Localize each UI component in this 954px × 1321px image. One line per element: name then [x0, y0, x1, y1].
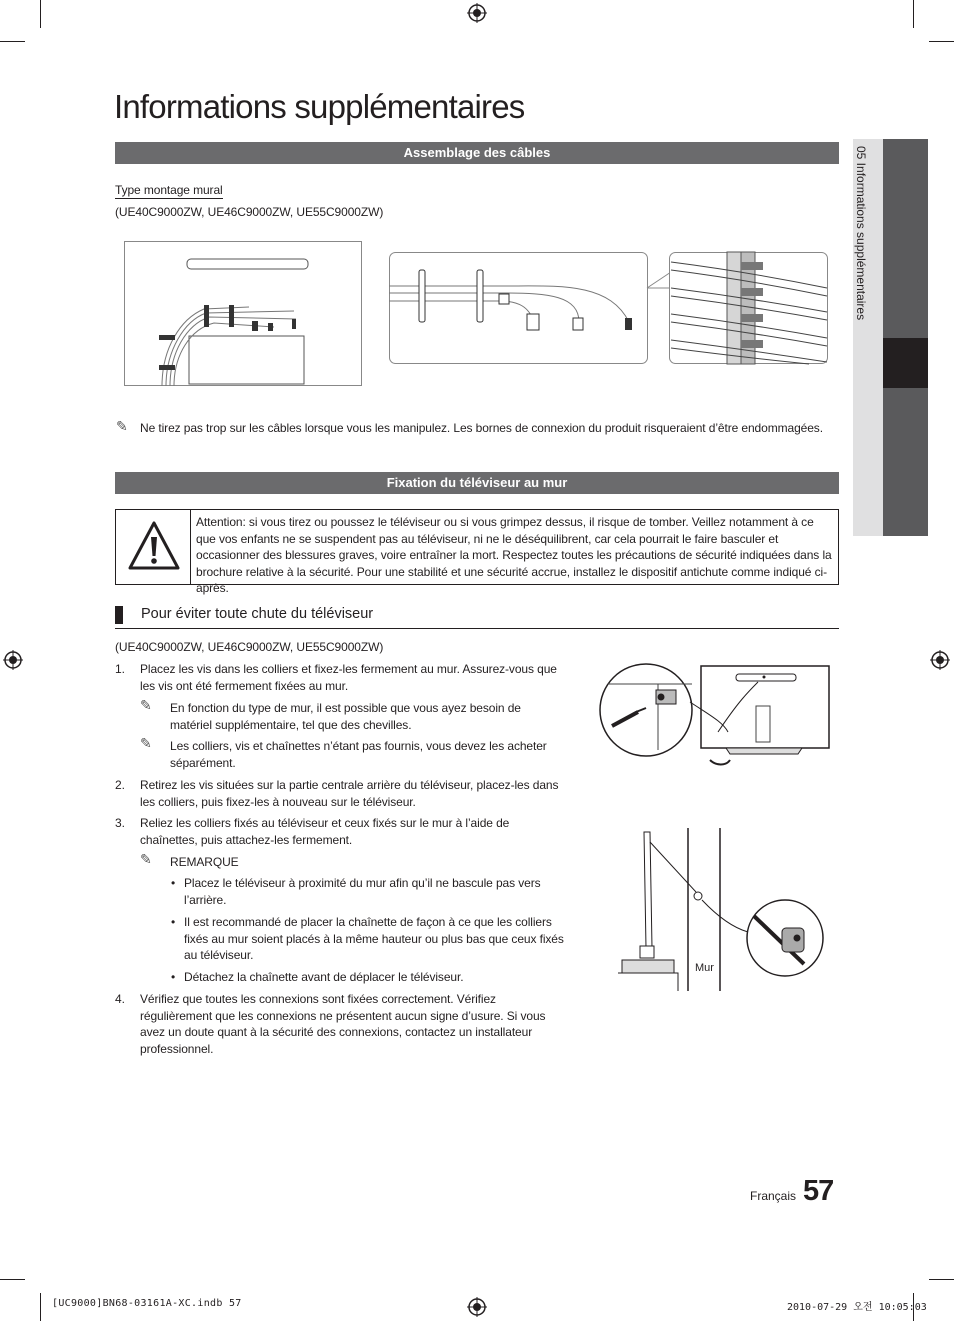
crop-mark — [0, 1279, 25, 1280]
step-text: Reliez les colliers fixés au téléviseur et ceux fixés sur le mur à l’aide de chaînettes, puis attachez-les fermement. — [140, 816, 510, 847]
footer-language: Français — [750, 1189, 797, 1203]
registration-mark-icon — [930, 650, 950, 670]
crop-mark — [40, 0, 41, 28]
crop-mark — [929, 1279, 954, 1280]
crop-mark — [913, 0, 914, 28]
step-number: 3. — [115, 816, 125, 830]
tv-back-cables-illustration — [124, 241, 362, 387]
wall-model-list: (UE40C9000ZW, UE46C9000ZW, UE55C9000ZW) — [115, 640, 384, 654]
section-bar-cables: Assemblage des câbles — [115, 142, 839, 164]
warning-text — [196, 514, 832, 597]
step-text: Vérifiez que toutes les connexions sont fixées correctement. Vérifiez régulièrement que les connexions ne présentent aucun signe d’usure. Si vous avez un doute quant à la sécurité des connexions, contactez un installateur professionnel. — [140, 992, 546, 1056]
bullet-icon: • — [171, 970, 176, 984]
sub-heading — [115, 604, 839, 629]
sub-heading-marker — [115, 606, 123, 624]
registration-mark-icon — [467, 3, 487, 23]
model-list: (UE40C9000ZW, UE46C9000ZW, UE55C9000ZW) — [115, 205, 384, 219]
cable-clip-zoom-illustration — [669, 252, 829, 365]
step-note: Les colliers, vis et chaînettes n’étant pas fournis, vous devez les acheter séparément. — [170, 739, 547, 770]
cables-note: Ne tirez pas trop sur les câbles lorsque vous les manipulez. Les bornes de connexion du produit risqueraient d’être endommagées. — [140, 421, 823, 435]
registration-mark-icon — [467, 1297, 487, 1317]
note-pencil-icon: ✎ — [140, 851, 152, 867]
sub-heading-text: Pour éviter toute chute du téléviseur — [141, 606, 374, 622]
remark-item: Placez le téléviseur à proximité du mur afin qu’il ne bascule pas vers l’arrière. — [184, 876, 541, 907]
crop-mark — [929, 41, 954, 42]
print-date-info: 2010-07-29 오전 10:05:03 — [787, 1302, 927, 1313]
bullet-icon: • — [171, 876, 176, 890]
warning-box — [115, 509, 839, 595]
wall-label: Mur — [695, 962, 714, 974]
section-bar-wall: Fixation du téléviseur au mur — [115, 472, 839, 494]
registration-mark-icon — [3, 650, 23, 670]
step-number: 2. — [115, 778, 125, 792]
cable-clip-detail-illustration — [389, 252, 649, 365]
note-pencil-icon: ✎ — [140, 697, 152, 713]
step-note: En fonction du type de mur, il est possible que vous ayez besoin de matériel supplémentaire, tel que des chevilles. — [170, 701, 521, 732]
bracket-screw-illustration — [598, 662, 833, 772]
side-tab-marker — [883, 338, 928, 388]
attention-label: Attention — [196, 515, 243, 529]
mount-type-label: Type montage mural — [115, 183, 223, 197]
attention-text: : si vous tirez ou poussez le téléviseur ou si vous grimpez dessus, il risque de tomber. Veillez notamment à ce que vos enfants ne se suspendent pas au téléviseur, ni ne le déséquilibrent, car cela pourrait le faire basculer et occasionner des blessures graves, voire entraîner la mort. Respectez toutes les précautions de sécurité indiquées dans la brochure relative à la sécurité. Pour une stabilité et une sécurité accrue, installez le dispositif antichute comme indiqué ci-après. — [196, 515, 832, 595]
bullet-icon: • — [171, 915, 176, 929]
print-file-info: [UC9000]BN68-03161A-XC.indb 57 — [52, 1298, 242, 1309]
crop-mark — [0, 41, 25, 42]
page-title: Informations supplémentaires — [114, 88, 525, 125]
step-text: Placez les vis dans les colliers et fixez-les fermement au mur. Assurez-vous que les vis ont été fermement fixées au mur. — [140, 662, 557, 693]
step-number: 4. — [115, 992, 125, 1006]
remark-item: Il est recommandé de placer la chaînette de façon à ce que les colliers fixés au mur soient placés à la même hauteur ou plus bas que ceux fixés au téléviseur. — [184, 915, 564, 962]
crop-mark — [40, 1293, 41, 1321]
page-number: 57 — [803, 1175, 834, 1207]
step-text: Retirez les vis situées sur la partie centrale arrière du téléviseur, placez-les dans les colliers, puis fixez-les à nouveau sur le téléviseur. — [140, 778, 559, 809]
callout-pointer — [647, 270, 671, 290]
step-number: 1. — [115, 662, 125, 676]
warning-triangle-icon — [127, 520, 181, 572]
remark-label: REMARQUE — [170, 855, 239, 869]
note-pencil-icon: ✎ — [140, 735, 152, 751]
side-tab-label: 05 Informations supplémentaires — [854, 146, 868, 321]
tv-wall-chain-illustration — [614, 828, 826, 993]
note-pencil-icon: ✎ — [116, 418, 128, 434]
warning-icon-cell — [116, 510, 191, 584]
remark-item: Détachez la chaînette avant de déplacer le téléviseur. — [184, 970, 464, 984]
